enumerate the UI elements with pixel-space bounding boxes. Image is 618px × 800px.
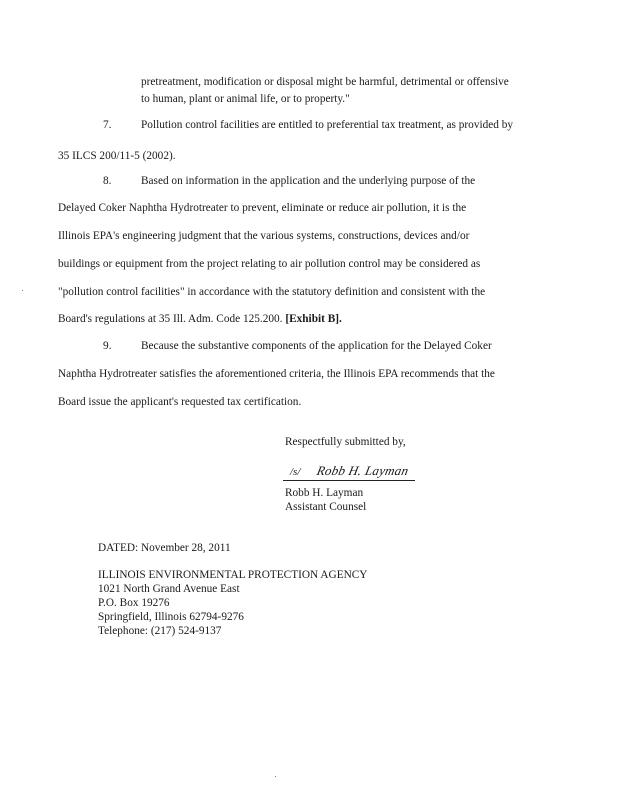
signature-slash-prefix: /s/	[290, 466, 301, 478]
signer-name: Robb H. Layman	[285, 487, 364, 499]
scan-speck	[22, 290, 23, 291]
agency-name: ILLINOIS ENVIRONMENTAL PROTECTION AGENCY	[98, 569, 368, 581]
agency-po-box: P.O. Box 19276	[98, 597, 170, 609]
agency-telephone: Telephone: (217) 524-9137	[98, 625, 222, 637]
agency-city: Springfield, Illinois 62794-9276	[98, 611, 244, 623]
paragraph-9-line: Naphtha Hydrotreater satisfies the aforementioned criteria, the Illinois EPA recommends that the	[58, 368, 495, 380]
paragraph-9-first-line: Because the substantive components of the application for the Delayed Coker	[141, 340, 492, 352]
signature-line	[283, 480, 415, 481]
paragraph-7-first-line: Pollution control facilities are entitled to preferential tax treatment, as provided by	[141, 119, 514, 131]
paragraph-9-number: 9.	[103, 340, 112, 352]
paragraph-8-line: Illinois EPA's engineering judgment that the various systems, constructions, devices and/or	[58, 230, 470, 242]
paragraph-8-line: buildings or equipment from the project relating to air pollution control may be considered as	[58, 258, 481, 270]
signature	[283, 465, 415, 481]
signature-script: Robb H. Layman	[315, 463, 410, 478]
paragraph-7-line: 35 ILCS 200/11-5 (2002).	[58, 150, 176, 162]
paragraph-8-citation: Board's regulations at 35 Ill. Adm. Code 125.200.	[58, 313, 283, 325]
quote-line-2: to human, plant or animal life, or to property."	[141, 93, 350, 105]
paragraph-8-first-line: Based on information in the application and the underlying purpose of the	[141, 175, 476, 187]
scan-speck	[275, 776, 276, 777]
agency-street: 1021 North Grand Avenue East	[98, 583, 240, 595]
paragraph-7-number: 7.	[103, 119, 112, 131]
paragraph-8-number: 8.	[103, 175, 112, 187]
paragraph-8-line: "pollution control facilities" in accordance with the statutory definition and consistent with the	[58, 286, 486, 298]
closing-text: Respectfully submitted by,	[285, 436, 406, 448]
paragraph-9-line: Board issue the applicant's requested tax certification.	[58, 396, 302, 408]
quote-line-1: pretreatment, modification or disposal might be harmful, detrimental or offensive	[141, 76, 509, 88]
paragraph-8-line: Delayed Coker Naphtha Hydrotreater to prevent, eliminate or reduce air pollution, it is the	[58, 202, 467, 214]
paragraph-8-last-line	[58, 312, 342, 326]
dated-line: DATED: November 28, 2011	[98, 542, 231, 554]
signer-title: Assistant Counsel	[285, 501, 367, 513]
exhibit-b-reference: [Exhibit B].	[285, 313, 342, 325]
